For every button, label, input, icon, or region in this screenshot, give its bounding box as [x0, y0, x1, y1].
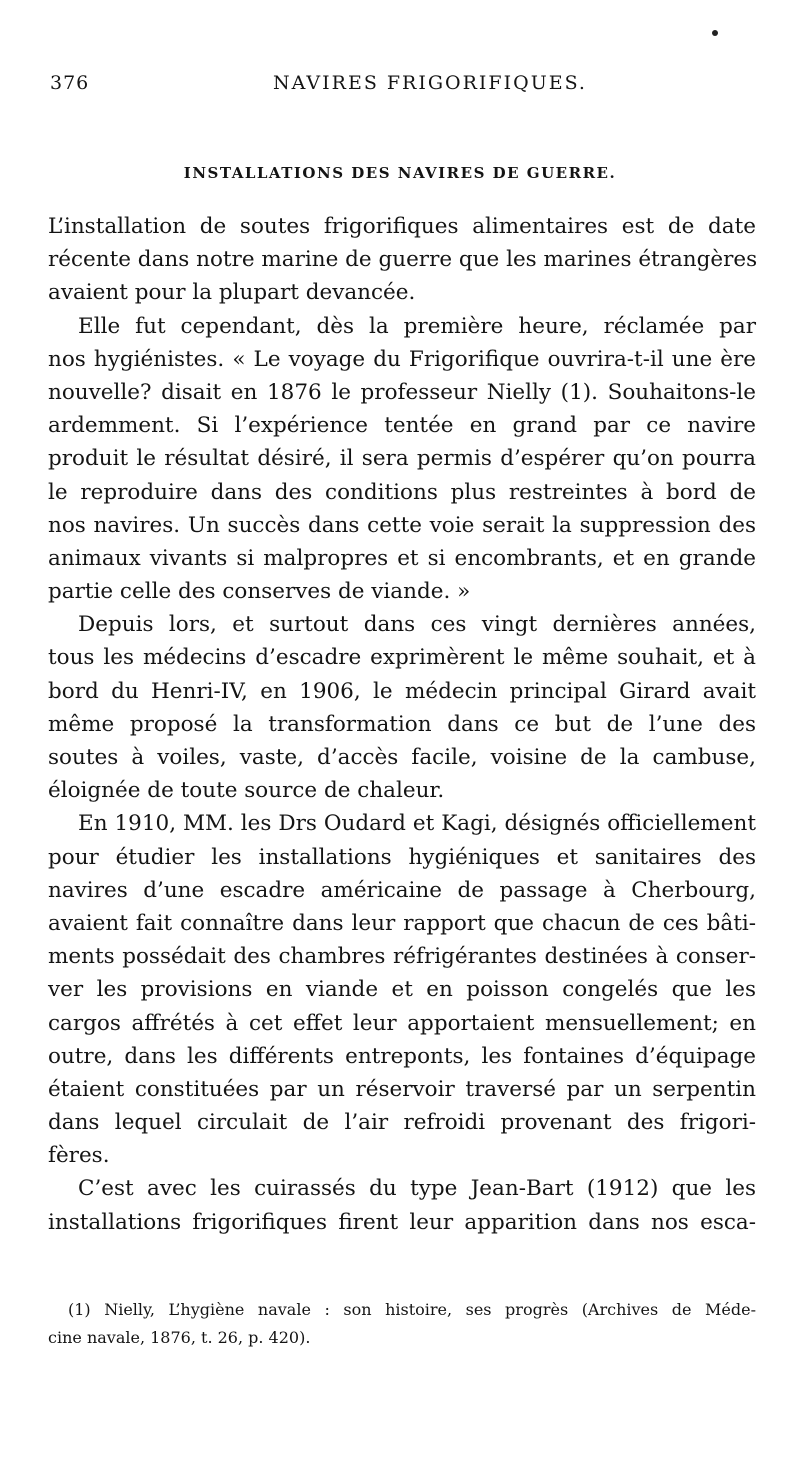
- text-line: produit le résultat désiré, il sera permis d’espérer qu’on pourra: [48, 446, 756, 472]
- text-line: fères.: [48, 1143, 110, 1169]
- text-line: ardemment. Si l’expérience tentée en grand par ce navire: [48, 413, 756, 439]
- running-title: NAVIRES FRIGORIFIQUES.: [273, 72, 587, 94]
- text-line: avaient fait connaître dans leur rapport que chacun de ces bâti-: [48, 910, 756, 936]
- text-line: Depuis lors, et surtout dans ces vingt dernières années,: [78, 612, 756, 638]
- text-line: En 1910, MM. les Drs Oudard et Kagi, désignés officiellement: [78, 811, 756, 837]
- text-line: soutes à voiles, vaste, d’accès facile, voisine de la cambuse,: [48, 745, 756, 770]
- text-line: animaux vivants si malpropres et si encombrants, et en grande: [48, 545, 756, 571]
- text-line: pour étudier les installations hygiéniques et sanitaires des: [48, 844, 756, 870]
- body-text: [48, 210, 756, 1239]
- text-line: nos navires. Un succès dans cette voie serait la suppression des: [48, 512, 756, 538]
- text-line: bord du Henri-IV, en 1906, le médecin principal Girard avait: [48, 678, 756, 704]
- text-line: L’installation de soutes frigorifiques alimentaires est de date: [48, 214, 756, 239]
- text-line: nos hygiénistes. « Le voyage du Frigorifique ouvrira-t-il une ère: [48, 346, 756, 372]
- text-line: étaient constituées par un réservoir traversé par un serpentin: [48, 1076, 756, 1102]
- ink-speck: [712, 30, 718, 36]
- text-line: installations frigorifiques firent leur apparition dans nos esca-: [48, 1209, 756, 1235]
- footnote-line: (1) Nielly, L’hygiène navale : son histoire, ses progrès (Archives de Méde-: [68, 1300, 756, 1319]
- text-line: partie celle des conserves de viande. »: [48, 579, 471, 605]
- text-line: outre, dans les différents entreponts, les fontaines d’équipage: [48, 1043, 756, 1069]
- text-line: ments possédait des chambres réfrigérantes destinées à conser-: [48, 944, 756, 970]
- text-line: tous les médecins d’escadre exprimèrent le même souhait, et à: [48, 645, 756, 671]
- text-line: Elle fut cependant, dès la première heure, réclamée par: [78, 313, 756, 339]
- text-line: C’est avec les cuirassés du type Jean-Bart (1912) que les: [78, 1176, 756, 1202]
- text-line: même proposé la transformation dans ce but de l’une des: [48, 711, 756, 737]
- running-head: [50, 72, 750, 102]
- page-number: 376: [50, 72, 90, 94]
- text-line: dans lequel circulait de l’air refroidi provenant des frigori-: [48, 1110, 756, 1136]
- text-line: navires d’une escadre américaine de passage à Cherbourg,: [48, 877, 756, 903]
- text-line: ver les provisions en viande et en poisson congelés que les: [48, 977, 756, 1003]
- text-line: avaient pour la plupart devancée.: [48, 280, 416, 306]
- section-title: INSTALLATIONS DES NAVIRES DE GUERRE.: [183, 164, 617, 182]
- text-line: cargos affrétés à cet effet leur apportaient mensuellement; en: [48, 1010, 756, 1036]
- text-line: nouvelle? disait en 1876 le professeur Nielly (1). Souhaitons-le: [48, 379, 756, 405]
- text-line: éloignée de toute source de chaleur.: [48, 778, 445, 804]
- footnote: [48, 1296, 756, 1352]
- text-line: le reproduire dans des conditions plus restreintes à bord de: [48, 479, 756, 505]
- text-line: récente dans notre marine de guerre que les marines étrangères: [48, 247, 758, 273]
- footnote-line: cine navale, 1876, t. 26, p. 420).: [48, 1328, 311, 1347]
